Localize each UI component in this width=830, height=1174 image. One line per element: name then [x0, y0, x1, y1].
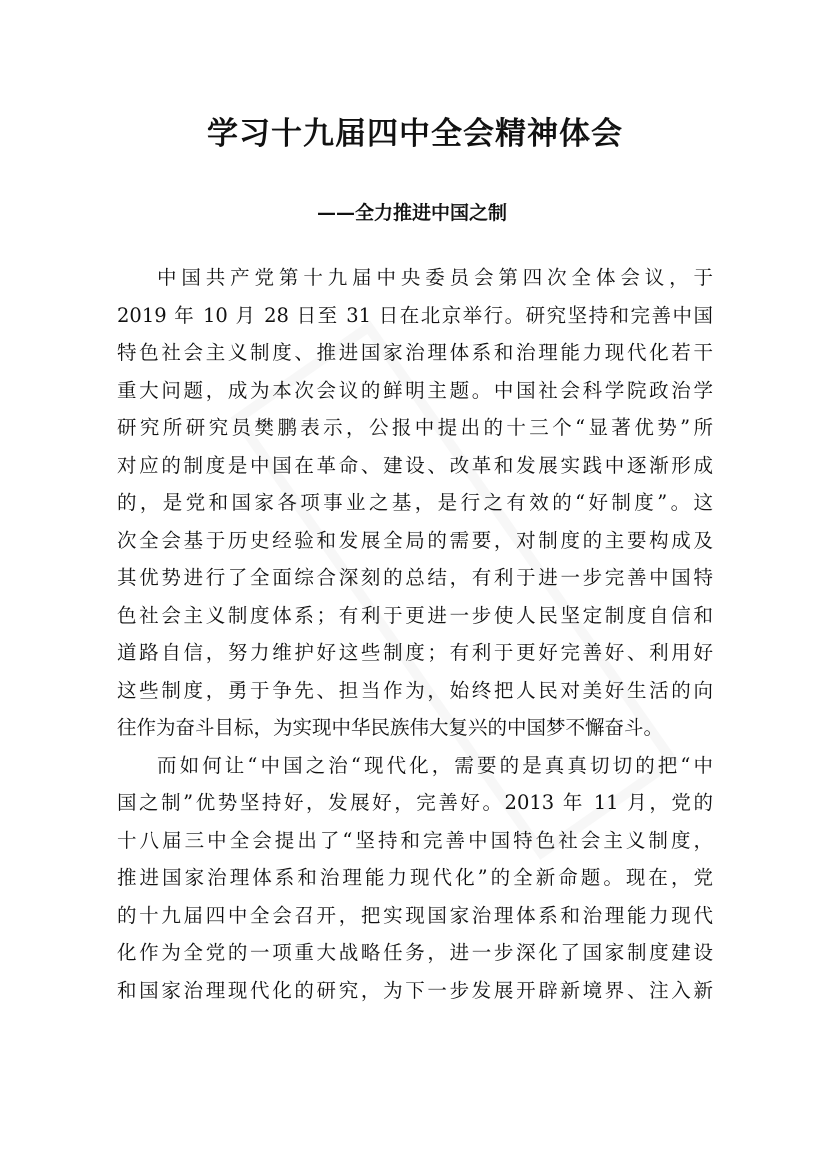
paragraph-line: 的，是党和国家各项事业之基，是行之有效的“好制度”。这 — [117, 491, 713, 514]
paragraph-2 — [117, 747, 713, 1010]
paragraph-line: 而如何让“中国之治“现代化，需要的是真真切切的把“中 — [157, 753, 713, 777]
paragraph-line: 化作为全党的一项重大战略任务，进一步深化了国家制度建设 — [117, 941, 713, 964]
paragraph-line: 研究所研究员樊鹏表示，公报中提出的十三个“显著优势”所 — [117, 416, 713, 439]
paragraph-line: 的十九届四中全会召开，把实现国家治理体系和治理能力现代 — [117, 903, 713, 927]
paragraph-1 — [117, 259, 713, 747]
paragraph-line: 道路自信，努力维护好这些制度；有利于更好完善好、利用好 — [117, 641, 713, 664]
document-body — [117, 259, 713, 1009]
paragraph-line: 其优势进行了全面综合深刻的总结，有利于进一步完善中国特 — [117, 566, 713, 589]
paragraph-line: 十八届三中全会提出了“坚持和完善中国特色社会主义制度， — [117, 828, 713, 852]
document-subtitle: ——全力推进中国之制 — [317, 202, 508, 224]
paragraph-line: 和国家治理现代化的研究，为下一步发展开辟新境界、注入新 — [117, 978, 713, 1002]
paragraph-line: 推进国家治理体系和治理能力现代化”的全新命题。现在，党 — [117, 866, 713, 889]
paragraph-line: 色社会主义制度体系；有利于更进一步使人民坚定制度自信和 — [117, 603, 713, 627]
paragraph-line: 往作为奋斗目标，为实现中华民族伟大复兴的中国梦不懈奋斗。 — [117, 716, 664, 739]
paragraph-line: 重大问题，成为本次会议的鲜明主题。中国社会科学院政治学 — [117, 378, 713, 402]
paragraph-line: 对应的制度是中国在革命、建设、改革和发展实践中逐渐形成 — [117, 453, 713, 477]
paragraph-line: 次全会基于历史经验和发展全局的需要，对制度的主要构成及 — [117, 528, 713, 552]
paragraph-line: 国之制”优势坚持好，发展好，完善好。2013 年 11 月，党的 — [117, 791, 713, 814]
paragraph-line: 这些制度，勇于争先、担当作为，始终把人民对美好生活的向 — [117, 678, 713, 702]
paragraph-line: 2019 年 10 月 28 日至 31 日在北京举行。研究坚持和完善中国 — [117, 303, 713, 327]
document-title: 学习十九届四中全会精神体会 — [207, 116, 623, 152]
paragraph-line: 特色社会主义制度、推进国家治理体系和治理能力现代化若干 — [117, 341, 713, 364]
paragraph-line: 中国共产党第十九届中央委员会第四次全体会议，于 — [157, 266, 713, 289]
